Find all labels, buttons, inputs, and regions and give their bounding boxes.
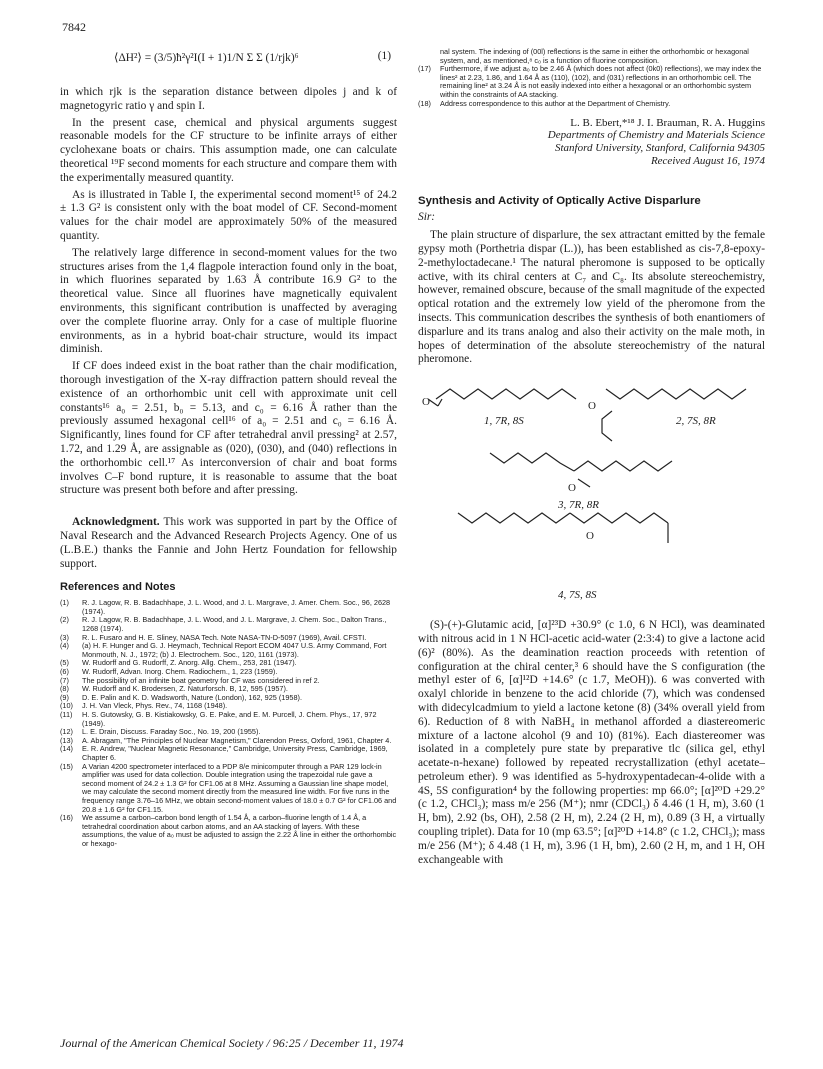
reference-item [418,65,765,99]
reference-text: E. R. Andrew, "Nuclear Magnetic Resonance," Cambridge, University Press, Cambridge, 1969, Chapter 6. [82,744,388,762]
acknowledgment-label: Acknowledgment. [72,516,160,529]
paragraph-2: In the present case, chemical and physical arguments suggest reasonable models for the CF structure to be infinite arrays of either cyclohexane boats or chairs. This assumption made, one can calculate theoretical ¹⁹F second moments for each structure and compare them with the experimentally measured quantity. [60,116,397,184]
structure-label-3: 3, 7R, 8R [558,499,599,512]
structure-1-drawing [422,389,576,408]
equation-number: (1) [377,50,391,62]
reference-text: D. E. Palin and K. D. Wadsworth, Nature (London), 162, 925 (1958). [82,692,302,702]
reference-number: (17) [418,64,431,74]
reference-text: Furthermore, if we adjust a₀ to be 2.46 Å (which does not affect (0k0) reflections), we may index the lines² at 2.23, 1.86, and 1.64 Å as (110), (102), and (031) reflections in an orthorhombic cell. The remaining line² at 3.24 Å is not easily indexed into either a hexagonal or an orthorhombic system within the constraints of AA stacking. [440,64,762,99]
received-date: Received August 16, 1974 [650,155,765,168]
reference-text: J. H. Van Vleck, Phys. Rev., 74, 1168 (1948). [82,701,228,711]
references-continued [418,48,765,108]
structure-4-drawing [458,513,668,543]
reference-number: (7) [60,675,69,685]
structure-label-1: 1, 7R, 8S [484,415,524,428]
article-title: Synthesis and Activity of Optically Active Disparlure [418,195,701,208]
structure-label-2: 2, 7S, 8R [676,415,716,428]
reference-text: The possibility of an infinite boat geometry for CF was considered in ref 2. [82,675,320,685]
left-column [60,48,397,849]
reference-item [418,100,765,109]
reference-number: (6) [60,667,69,677]
reference-text: W. Rudorff and K. Brodersen, Z. Naturforsch. B, 12, 595 (1957). [82,684,288,694]
reference-number: (2) [60,615,69,625]
affiliation-university: Stanford University, Stanford, California 94305 [554,142,765,155]
paragraph-synthesis: (S)-(+)-Glutamic acid, [α]²³D +30.9° (c 1.0, 6 N HCl), was deaminated with nitrous acid in 1 N HCl-acetic acid-water (2:3:4) to give a lactone acid (6)² (80%). As the deamination reaction proceeds with retention of configuration at the chiral center,³ 6 should have the S configuration (the methyl ester of 6, [α]¹²D +14.6° (c 1.7, MeOH)). 6 was converted with oxalyl chloride in benzene to the acid chloride (7), which was condensed with didecylcadmium to yield a lactone ketone (8) (34% overall yield from 6). Reduction of 8 with NaBH₄ in methanol afforded a diastereomeric mixture of a lactone alcohol (9 and 10) (81%). Each diastereomer was isolated in a completely pure state by preparative tlc (silica gel, ethyl acetate-n-hexane) followed by repeated recrystallization (ethyl acetate–petroleum ether). 9 was identified as 5-hydroxypentadecan-4-olide with a 4S, 5S configuration⁴ by the following properties: mp 66.0°; [α]²⁰D +29.2° (c 1.2, CHCl₃); mass m/e 256 (M⁺); nmr (CDCl₃) δ 4.46 (1 H, m), 3.60 (1 H, bm), 2.92 (bs, OH), 2.58 (2 H, m), 2.24 (2 H, m), 0.89 (3 H, a virtually coupling triplet). Data for 10 (mp 63.5°; [α]²⁰D +14.8° (c 1.2, CHCl₃); mass m/e 256 (M⁺); δ 4.48 (1 H, m), 3.96 (1 H, bm), 2.60 (2 H, m, and 1 H, OH exchangeable with [418,619,765,866]
journal-footer: Journal of the American Chemical Society / 96:25 / December 11, 1974 [60,1036,404,1050]
reference-number: (9) [60,692,69,702]
reference-text: W. Rudorff and G. Rudorff, Z. Anorg. Allg. Chem., 253, 281 (1947). [82,658,297,668]
reference-number: (5) [60,658,69,668]
page-number: 7842 [62,20,86,34]
chemical-structures [418,371,765,611]
reference-number: (15) [60,761,73,771]
svg-text:O: O [568,482,576,495]
svg-text:O: O [422,396,430,409]
affiliation-departments: Departments of Chemistry and Materials Science [547,129,765,142]
reference-text: R. J. Lagow, R. B. Badachhape, J. L. Wood, and J. L. Margrave, J. Chem. Soc., Dalton Trans., 1268 (1974). [82,615,387,634]
paragraph-3: As is illustrated in Table I, the experimental second moment¹⁵ of 24.2 ± 1.3 G² is consistent only with the boat model of CF. Second-moment values for the chair model are approximately 50% of the measured quantity. [60,188,397,242]
reference-text: L. E. Drain, Discuss. Faraday Soc., No. 19, 200 (1955). [82,727,261,737]
structure-2-drawing [588,389,746,441]
svg-text:O: O [586,530,594,543]
reference-text: (a) H. F. Hunger and G. J. Heymach, Technical Report ECOM 4047 U.S. Army Command, Fort Monmouth, N. J., 1972; (b) J. Electrochem. Soc., 120, 1161 (1973). [82,641,387,659]
svg-text:O: O [588,400,596,413]
equation-text: ⟨ΔH²⟩ = (3/5)ħ²γ²I(I + 1)1/N Σ Σ (1/rjk)⁶ [114,52,299,64]
reference-number: (18) [418,98,431,108]
reference-text: R. L. Fusaro and H. E. Sliney, NASA Tech. Note NASA-TN-D-5097 (1969), Avail. CFSTI. [82,632,367,642]
acknowledgment [60,516,397,571]
reference-number: (12) [60,727,73,737]
reference-item [60,616,397,633]
paragraph-5: If CF does indeed exist in the boat rather than the chair modification, thorough investigation of the X-ray diffraction pattern should reveal the existence of an orthorhombic unit cell with approximate unit cell constants¹⁶ a₀ = 2.51, b₀ = 5.13, and c₀ = 6.16 Å rather than the previously assumed hexagonal cell¹⁶ of a₀ = 2.51 and c₀ = 6.16 Å. Significantly, lines found for CF after tetrahedral anvil pressing² at 2.57, 1.72, and 1.29 Å, are assignable as (020), (030), and (040) reflections in the orthorhombic cell.¹⁷ As interconversion of chair and boat forms involves C–F bond rupture, it is reasonable to assume that the boat structure was present both before and after pressing. [60,360,397,497]
reference-text: A Varian 4200 spectrometer interfaced to a PDP 8/e minicomputer through a PAR 129 lock-in amplifier was used for data collection. Double integration using the trapezoidal rule gave a second moment of 24.2 ± 1.3 G² for CF1.06 at 8 MHz. Assuming a Gaussian line shape model, we may calculate the second moment directly from the measured line width. For five runs in the frequency range 3.76–16 MHz, we obtain second-moment values of 18.0 ± 0.7 G² for CF1.06 and 20.8 ± 1.6 G² for CF1.15. [82,761,397,814]
reference-item [60,763,397,815]
reference-text: nal system. The indexing of (00l) reflections is the same in either the orthorhombic or hexagonal system, and, as mentioned,⁸ c₀ is a function of fluorine composition. [440,47,749,65]
reference-text: R. J. Lagow, R. B. Badachhape, J. L. Wood, and J. L. Margrave, J. Amer. Chem. Soc., 96, 2628 (1974). [82,598,391,616]
reference-text: W. Rudorff, Advan. Inorg. Chem. Radiochem., 1, 223 (1959). [82,667,278,677]
reference-number: (11) [60,710,73,720]
reference-number: (4) [60,641,69,651]
reference-number: (14) [60,744,73,754]
structure-3-drawing [490,453,672,494]
reference-text: Address correspondence to this author at the Department of Chemistry. [440,98,671,108]
reference-number: (1) [60,598,69,608]
reference-number: (8) [60,684,69,694]
reference-item [418,48,765,65]
paragraph-4: The relatively large difference in second-moment values for the two structures arises from the 1,4 flagpole interaction found only in the boat, in which fluorines separated by 1.63 Å contribute 16.9 G² to the theoretical value. Since all fluorines have magnetically equivalent environments, this significant contribution is unaffected by averaging over the complete fluorine array. Only for a case of multiple fluorine environments, as in a hybrid boat-chair structure, would its impact diminish. [60,246,397,356]
salutation: Sir: [418,211,436,224]
reference-item [60,745,397,762]
reference-number [418,48,440,65]
reference-item [60,599,397,616]
paragraph-intro: The plain structure of disparlure, the sex attractant emitted by the female gypsy moth (Porthetria dispar (L.)), has been established as cis-7,8-epoxy-2-methyloctadecane.¹ The natural pheromone is supposed to be optically active, with its chiral centers at C₇ and C₈. Its absolute stereochemistry, however, remained obscure, because of the small magnitude of the expected optical rotation and the extremely low yield of the pheromone from the insects. This communication describes the synthesis of both enantiomers of disparlure and its trans analog and also their activity on the male moth, in hopes of determination of the absolute stereochemistry of the natural pheromone. [418,229,765,366]
reference-number: (10) [60,701,73,711]
reference-item [60,642,397,659]
reference-text: A. Abragam, "The Principles of Nuclear Magnetism," Clarendon Press, Oxford, 1961, Chapter 4. [82,735,392,745]
reference-number: (3) [60,632,69,642]
reference-number: (16) [60,813,73,823]
references-list [60,599,397,848]
reference-number: (13) [60,735,73,745]
reference-text: H. S. Gutowsky, G. B. Kistiakowsky, G. E. Pake, and E. M. Purcell, J. Chem. Phys., 17, 972 (1949). [82,710,377,728]
equation-1 [60,50,397,64]
authors: L. B. Ebert,*¹⁸ J. I. Brauman, R. A. Huggins [570,117,765,130]
right-column [418,48,765,870]
reference-item [60,814,397,848]
references-heading: References and Notes [60,581,176,594]
structure-label-4: 4, 7S, 8S [558,589,597,602]
structure-drawings [418,371,765,591]
acknowledgment-text: This work was supported in part by the Office of Naval Research and the Advanced Research Projects Agency. One of us (L.B.E.) thanks the Fannie and John Hertz Foundation for fellowship support. [60,516,397,570]
reference-item [60,711,397,728]
reference-text: We assume a carbon–carbon bond length of 1.54 Å, a carbon–fluorine length of 1.4 Å, a tetrahedral coordination about carbon atoms, and an AA stacking of layers. With these assumptions, the value of a₀ must be adjusted to assign the 2.22 Å line in either the orthorhombic or hexago- [82,813,397,848]
paragraph-1: in which rjk is the separation distance between dipoles j and k of magnetogyric ratio γ and spin I. [60,86,397,112]
